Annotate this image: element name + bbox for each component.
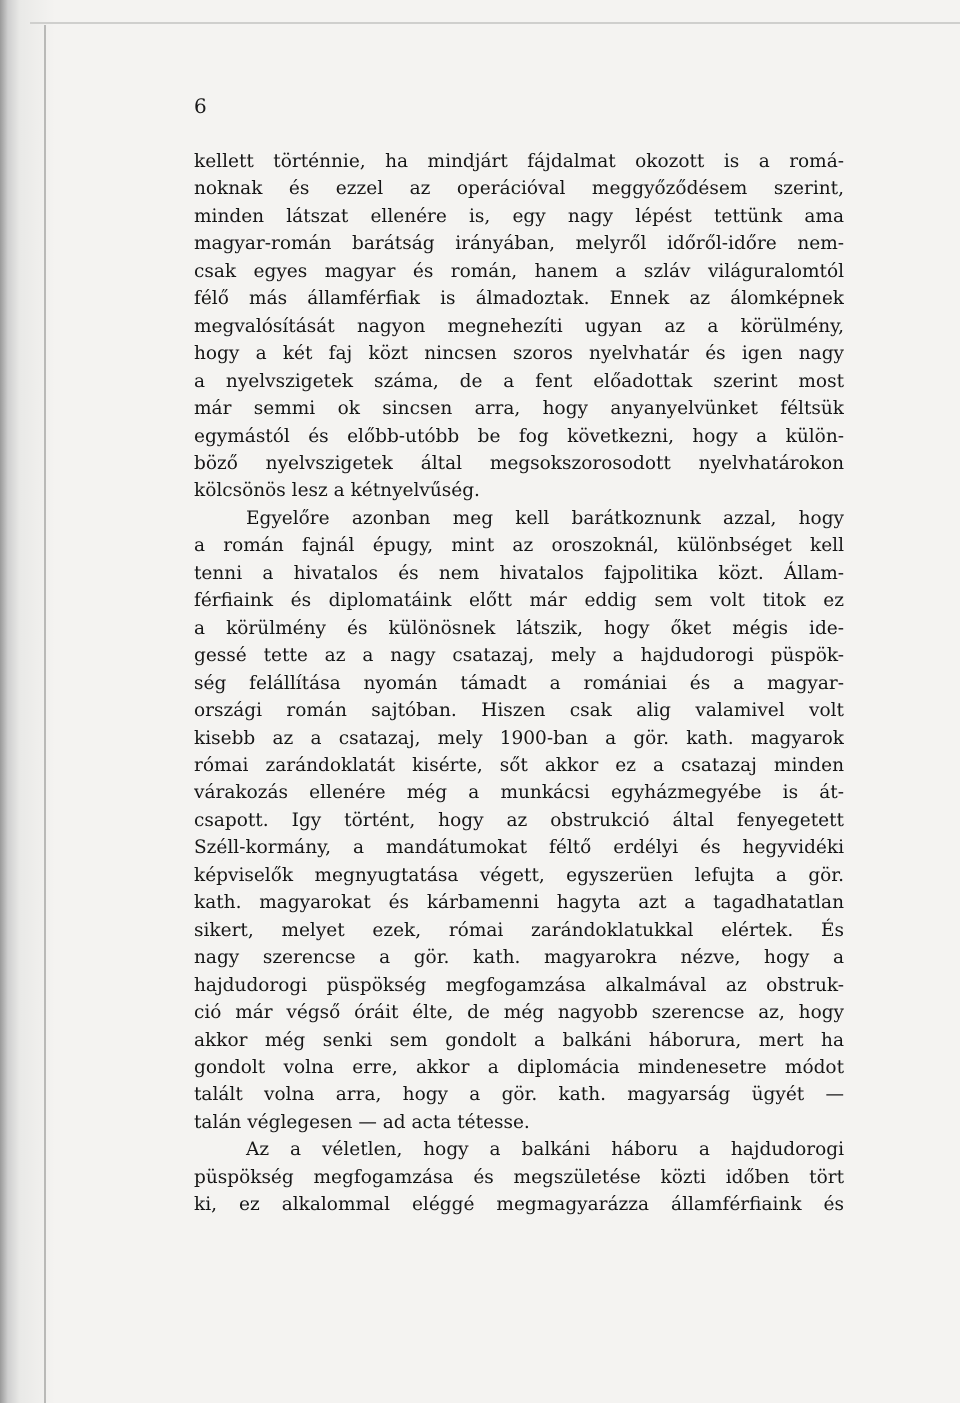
text-line: ség felállítása nyomán támadt a romániai és a magyar- [194, 672, 844, 694]
text-line: talált volna arra, hogy a gör. kath. magyarság ügyét — [194, 1084, 844, 1106]
text-line: ció már végső óráit élte, de még nagyobb szerencse az, hogy [194, 1002, 844, 1024]
text-line: a román fajnál épugy, mint az oroszoknál, különbséget kell [194, 535, 844, 557]
text-line: Egyelőre azonban meg kell barátkoznunk azzal, hogy [246, 507, 844, 529]
text-line: várakozás ellenére még a munkácsi egyházmegyébe is át- [194, 782, 844, 804]
paragraph-3 [194, 1136, 844, 1218]
binding-edge [44, 25, 46, 1403]
text-line: a körülmény és különösnek látszik, hogy őket mégis ide- [194, 617, 844, 639]
text-line: kölcsönös lesz a kétnyelvűség. [194, 480, 480, 502]
text-line: kellett történnie, ha mindjárt fájdalmat okozott is a romá- [194, 151, 844, 172]
text-line: akkor még senki sem gondolt a balkáni háborura, mert ha [194, 1029, 844, 1051]
text-line: böző nyelvszigetek által megsokszorosodott nyelvhatárokon [194, 452, 844, 474]
text-line: kath. magyarokat és kárbamenni hagyta azt a tagadhatatlan [194, 892, 844, 914]
text-line: képviselők megnyugtatása végett, egyszerüen lefujta a gör. [194, 864, 844, 886]
text-line: püspökség megfogamzása és megszületése közti időben tört [194, 1166, 844, 1188]
text-line: országi román sajtóban. Hiszen csak alig valamivel volt [194, 700, 844, 722]
text-line: minden látszat ellenére is, egy nagy lépést tettünk ama [194, 205, 844, 227]
text-line: talán véglegesen — ad acta tétesse. [194, 1111, 530, 1133]
text-line: csak egyes magyar és román, hanem a szláv világuralomtól [194, 260, 844, 282]
page-top-edge [30, 22, 960, 24]
text-line: sikert, melyet ezek, római zarándoklatukkal elértek. És [194, 919, 844, 941]
text-line: már semmi ok sincsen arra, hogy anyanyelvünket féltsük [194, 398, 844, 420]
text-line: egymástól és előbb-utóbb be fog következni, hogy a külön- [194, 425, 844, 447]
text-line: férfiaink és diplomatáink előtt már eddig sem volt titok ez [194, 590, 844, 612]
text-line: félő más államférfiak is álmadoztak. Ennek az álomképnek [194, 288, 844, 310]
text-line: a nyelvszigetek száma, de a fent előadottak szerint most [194, 370, 844, 392]
text-line: nagy szerencse a gör. kath. magyarokra nézve, hogy a [194, 947, 844, 969]
text-line: római zarándoklatát kisérte, sőt akkor ez a csatazaj minden [194, 754, 844, 776]
text-line: magyar-román barátság irányában, melyről időről-időre nem- [194, 233, 844, 255]
paragraph-1 [194, 148, 844, 505]
text-line: tenni a hivatalos és nem hivatalos fajpolitika közt. Állam- [194, 562, 844, 584]
text-line: ki, ez alkalommal eléggé megmagyarázza államférfiaink és [194, 1194, 844, 1216]
page-number: 6 [194, 94, 207, 118]
paragraph-2 [194, 505, 844, 1136]
text-line: hajdudorogi püspökség megfogamzása alkalmával az obstruk- [194, 974, 844, 996]
binding-shadow [0, 0, 55, 1403]
text-line: hogy a két faj közt nincsen szoros nyelvhatár és igen nagy [194, 343, 844, 365]
text-line: Az a véletlen, hogy a balkáni háboru a hajdudorogi [246, 1139, 844, 1161]
text-line: gondolt volna erre, akkor a diplomácia mindenesetre módot [194, 1056, 844, 1078]
text-line: Széll-kormány, a mandátumokat féltő erdélyi és hegyvidéki [194, 837, 844, 859]
body-text [194, 148, 844, 1219]
text-line: csapott. Igy történt, hogy az obstrukció által fenyegetett [194, 809, 844, 831]
text-line: megvalósítását nagyon megnehezíti ugyan az a körülmény, [194, 315, 844, 337]
text-line: noknak és ezzel az operációval meggyőződésem szerint, [194, 178, 844, 200]
text-line: gessé tette az a nagy csatazaj, mely a hajdudorogi püspök- [194, 645, 844, 667]
text-line: kisebb az a csatazaj, mely 1900-ban a gör. kath. magyarok [194, 727, 844, 749]
